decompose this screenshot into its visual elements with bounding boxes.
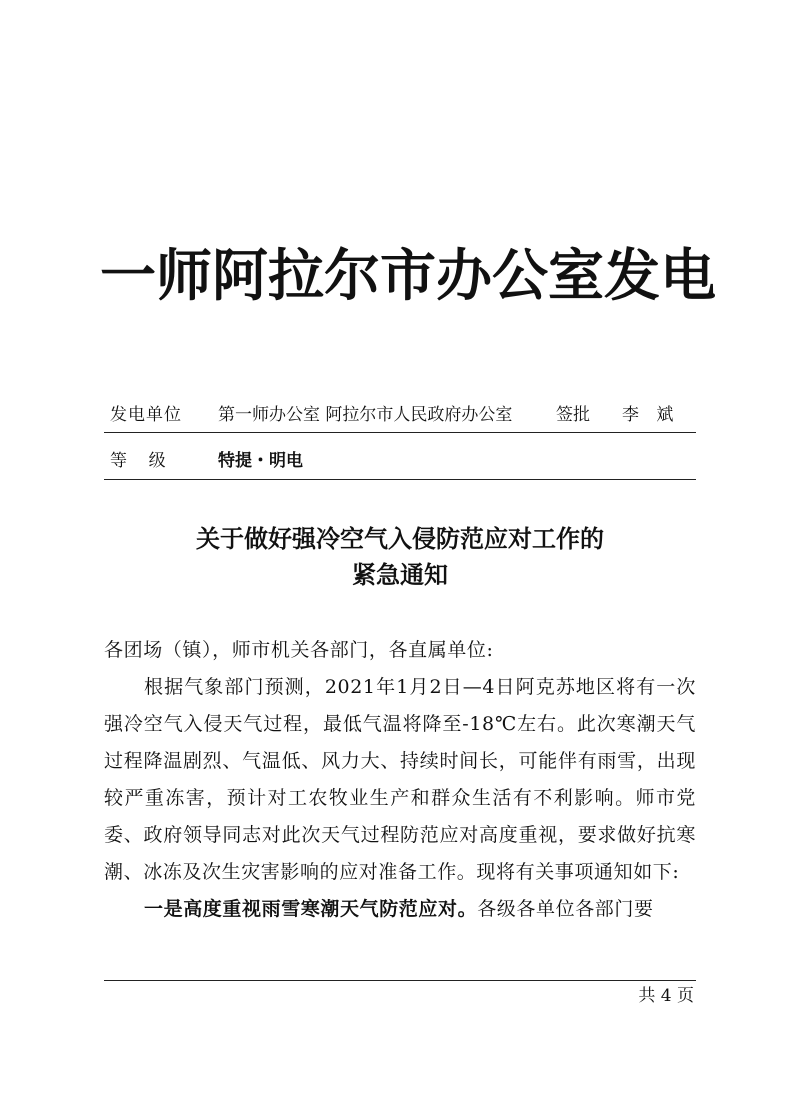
level-label: 等 级 — [110, 451, 166, 471]
level-value: 特提・明电 — [218, 451, 303, 471]
header-rule-top — [104, 432, 696, 433]
sender-row — [110, 400, 696, 430]
notice-title-line2: 紧急通知 — [352, 560, 448, 589]
approve-label: 签批 — [556, 405, 590, 425]
sender-value: 第一师办公室 阿拉尔市人民政府办公室 — [218, 405, 513, 425]
paragraph-2-lead: 一是高度重视雨雪寒潮天气防范应对。 — [144, 898, 478, 920]
sender-label: 发电单位 — [110, 405, 182, 425]
page-count: 共 4 页 — [638, 986, 694, 1006]
paragraph-2-rest: 各级各单位各部门要 — [477, 898, 654, 920]
salutation: 各团场（镇），师市机关各部门，各直属单位: — [104, 639, 494, 661]
approve-value: 李 斌 — [622, 405, 680, 425]
page-title: 一师阿拉尔市办公室发电 — [100, 243, 716, 309]
level-row — [110, 446, 696, 476]
header-rule-bottom — [104, 479, 696, 480]
footer-rule — [104, 980, 696, 981]
document-body — [104, 632, 696, 928]
paragraph-1: 根据气象部门预测，2021年1月2日—4日阿克苏地区将有一次强冷空气入侵天气过程，最低气温将降至-18℃左右。此次寒潮天气过程降温剧烈、气温低、风力大、持续时间长，可能伴有雨雪，出现较严重冻害，预计对工农牧业生产和群众生活有不利影响。师市党委、政府领导同志对此次天气过程防范应对高度重视，要求做好抗寒潮、冰冻及次生灾害影响的应对准备工作。现将有关事项通知如下: — [104, 676, 696, 883]
paragraph-2 — [104, 891, 696, 928]
notice-title-line1: 关于做好强冷空气入侵防范应对工作的 — [196, 524, 604, 553]
